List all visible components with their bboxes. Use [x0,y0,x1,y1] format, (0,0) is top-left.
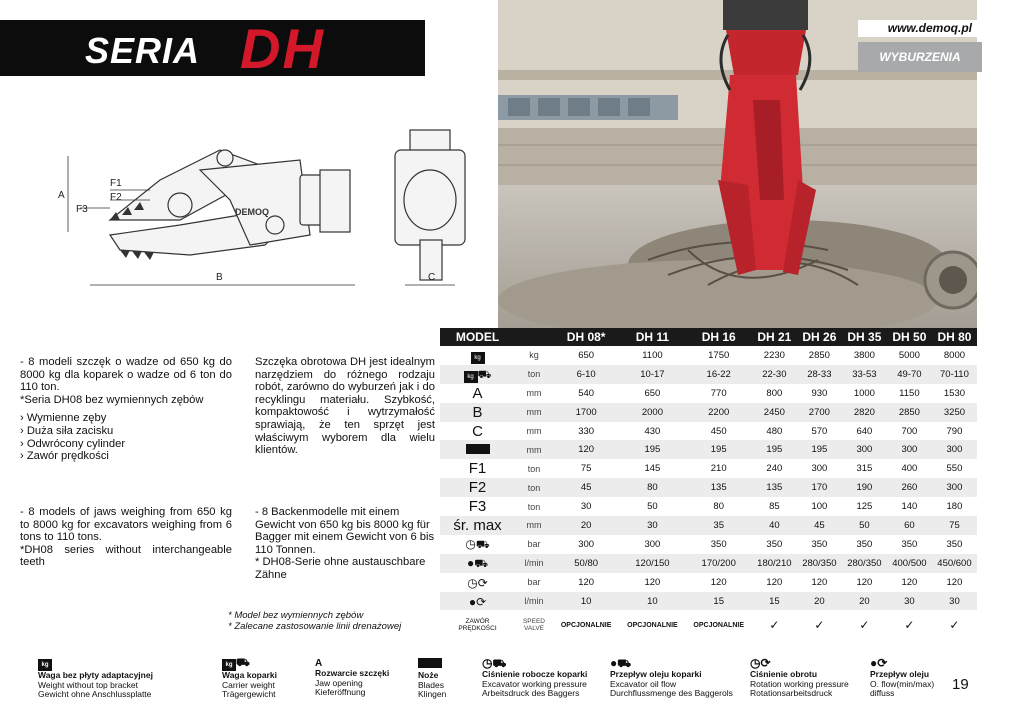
category-label: WYBURZENIA [858,42,982,72]
legend-text: Carrier weight [222,679,275,690]
table-cell: 570 [811,425,828,437]
table-header-row [440,328,977,346]
table-cell: 120 [811,576,828,588]
page-number: 19 [952,676,969,693]
speed-valve-unit-line: VALVE [524,625,544,633]
table-cell: 120 [710,576,727,588]
dim-f3: F3 [76,204,88,215]
legend-text: Ciśnienie obrotu [750,669,818,679]
table-cell: 640 [856,425,873,437]
row-symbol: A [472,384,483,402]
table-cell: 120 [553,440,619,459]
legend-text: Rotation working pressure [750,678,849,689]
table-header: DH 35 [842,328,887,346]
table-cell: OPCJONALNIE [560,621,612,629]
flow-rotation-icon: ●⟳ [440,592,515,611]
note-line: * Zalecane zastosowanie linii drenażowej [228,621,402,632]
table-cell: 1700 [553,403,619,422]
table-cell: 540 [578,387,595,399]
blades-icon [440,440,515,459]
table-cell: 75 [580,463,592,475]
table-cell: 5000 [898,349,920,361]
table-row [440,497,977,516]
table-row-speed-valve [440,610,977,640]
note-de: * DH08-Serie ohne austauschbare Zähne [255,556,426,581]
table-cell: 75 [932,516,977,535]
table-row [440,516,977,535]
speed-valve-unit [515,610,553,640]
table-cell: 2820 [842,403,887,422]
table-cell: 240 [766,463,783,475]
speed-valve-label-line: PRĘDKOŚCI [458,625,497,633]
table-cell: 2850 [887,403,932,422]
table-cell: 120 [766,576,783,588]
table-cell: 400 [901,463,918,475]
table-cell: 1750 [708,349,730,361]
table-cell: 120 [946,576,963,588]
technical-drawing [50,120,470,295]
table-cell: ✓ [859,618,870,633]
legend-item [418,658,446,700]
table-cell: 1530 [943,387,966,399]
row-unit: mm [515,403,553,422]
table-cell: 280/350 [797,554,842,573]
table-cell: 145 [644,463,661,475]
drawing-brand: DEMOQ [235,207,270,217]
kg-box-icon: kg [440,346,515,365]
table-cell: 2000 [619,403,685,422]
legend-text: Rozwarcie szczęki [315,668,390,678]
table-cell: 3250 [932,403,977,422]
flow-excavator-icon: ●⛟ [610,656,632,670]
legend-item [315,658,389,698]
series-word: SERIA [85,30,201,71]
row-symbol: F1 [468,460,487,478]
table-cell: ✓ [904,618,915,633]
table-cell: 180 [946,501,963,513]
table-cell: 1000 [853,387,875,399]
table-cell: 2700 [797,403,842,422]
legend-text: diffuss [870,688,895,698]
legend-text: Jaw opening [315,677,363,688]
legend-text: Waga bez płyty adaptacyjnej [38,670,153,680]
table-cell: 400/500 [887,554,932,573]
table-row [440,365,977,384]
table-cell: 800 [766,387,783,399]
table-cell: 1100 [642,349,663,361]
row-unit: ton [527,501,541,512]
table-body [440,346,977,640]
table-cell: 80 [619,478,685,497]
table-cell: 50 [647,501,658,513]
note-en: *DH08 series without interchangeable teeth [20,543,232,569]
table-cell: 80 [713,501,724,513]
legend-text: Durchflussmenge des Baggerols [610,688,733,698]
spec-table [440,328,977,640]
table-cell: 300 [932,440,977,459]
kg-excavator-icon: kg ⛟ [440,365,515,384]
table-cell: 6-10 [553,365,619,384]
table-cell: 300 [578,538,595,550]
table-header: DH 11 [619,328,685,346]
table-cell: 350 [710,538,727,550]
table-cell: 30 [932,592,977,611]
website-url[interactable]: www.demoq.pl [858,20,978,37]
table-cell: 15 [752,592,797,611]
table-cell: 3800 [853,349,875,361]
table-cell: 300 [887,440,932,459]
table-cell: 40 [752,516,797,535]
table-row [440,554,977,573]
table-cell: 22-30 [752,365,797,384]
table-cell: 30 [887,592,932,611]
table-row [440,459,977,478]
table-cell: 350 [766,538,783,550]
table-cell: 2230 [763,349,785,361]
table-cell: 190 [842,478,887,497]
note-pl: *Seria DH08 bez wymiennych zębów [20,393,204,406]
legend-text: Kieferöffnung [315,687,366,697]
row-unit: bar [527,539,541,550]
pressure-rotation-icon: ◷⟳ [467,575,488,590]
legend-text: Weight without top bracket [38,679,139,690]
row-unit: mm [526,426,542,436]
table-header: DH 50 [887,328,932,346]
table-cell: 350 [811,538,828,550]
table-cell: 2450 [752,403,797,422]
legend-text: Przepływ oleju koparki [610,669,702,679]
dim-c: C [428,272,436,283]
row-unit: ton [515,365,553,384]
table-cell: 85 [769,501,780,513]
text-polish [20,356,232,463]
table-cell: 70-110 [932,365,977,384]
legend-symbol: A [315,658,323,669]
row-unit: l/min [515,592,553,611]
flow-excavator-icon: ●⛟ [440,554,515,573]
row-unit: mm [515,516,553,535]
table-cell: 120 [901,576,918,588]
table-cell: 650 [578,349,595,361]
table-row [440,403,977,422]
table-cell: 195 [752,440,797,459]
feature-list [20,412,232,462]
table-cell: 8000 [943,349,966,361]
table-cell: 20 [842,592,887,611]
text-german [255,506,435,582]
row-unit: ton [527,463,541,474]
table-cell: 330 [578,425,595,437]
row-unit: ton [515,478,553,497]
legend-item [222,658,277,700]
table-row [440,478,977,497]
table-cell: OPCJONALNIE [627,621,678,629]
table-cell: 60 [887,516,932,535]
table-cell: 15 [686,592,752,611]
table-row [440,422,977,441]
table-cell: 100 [811,501,828,513]
table-cell: 28-33 [797,365,842,384]
legend-text: Noże [418,670,439,680]
table-cell: 930 [811,387,828,399]
note-line: * Model bez wymiennych zębów [228,610,364,621]
table-cell: 10 [553,592,619,611]
table-cell: 450/600 [932,554,977,573]
intro-en: - 8 models of jaws weighing from 650 kg to 8000 kg for excavators weighing from 6 tons to 110 tons. [20,506,232,544]
legend-item [610,658,733,699]
table-cell: 550 [946,463,963,475]
legend-text: Waga koparki [222,670,277,680]
table-cell: 770 [710,387,727,399]
legend-text: Ciśnienie robocze koparki [482,669,588,679]
row-symbol: F3 [468,498,487,516]
legend-text: Arbeitsdruck des Baggers [482,688,580,698]
table-cell: 20 [553,516,619,535]
table-cell: 50/80 [553,554,619,573]
table-row [440,384,977,403]
table-cell: 35 [686,516,752,535]
table-cell: 170 [797,478,842,497]
row-symbol: śr. max [440,516,515,535]
table-cell: 195 [619,440,685,459]
text-polish-description: Szczęka obrotowa DH jest idealnym narzędziem do różnego rodzaju robót, zarówno do wyburzeń jak i do recyklingu materiału. Szybkość, kompaktowość i wytrzymałość sprawiają, że ten sprzęt jest właściwym wyborem dla wielu klientów. [255,356,435,457]
table-cell: OPCJONALNIE [693,621,744,629]
table-cell: 1150 [899,387,920,399]
table-row [440,592,977,611]
legend-text: Klingen [418,689,447,699]
table-cell: 260 [887,478,932,497]
pressure-excavator-icon: ◷⛟ [465,537,490,552]
table-cell: 180/210 [752,554,797,573]
pressure-rotation-icon: ◷⟳ [750,656,771,670]
table-cell: 125 [856,501,873,513]
row-unit: bar [527,577,541,588]
table-cell: 10-17 [619,365,685,384]
table-cell: 10 [619,592,685,611]
legend-text: Excavator working pressure [482,678,587,689]
table-cell: 2200 [686,403,752,422]
table-cell: 45 [553,478,619,497]
kg-box-icon: kg [38,658,153,671]
table-cell: ✓ [814,618,825,633]
table-row [440,440,977,459]
table-cell: 195 [797,440,842,459]
table-cell: 2850 [808,349,830,361]
table-cell: 430 [644,425,661,437]
legend-item [750,658,849,699]
table-header: MODEL [440,328,515,346]
row-symbol: C [472,422,483,440]
legend-text: Rotationsarbeitsdruck [750,688,833,698]
table-cell: 350 [856,538,873,550]
intro-de: - 8 Backenmodelle mit einem Gewicht von 650 kg bis 8000 kg für Bagger mit einem Gewicht von 6 bis 110 Tonnen. [255,506,435,556]
table-header: DH 80 [932,328,977,346]
row-unit: mm [515,440,553,459]
table-cell: 135 [752,478,797,497]
table-cell: 315 [856,463,873,475]
table-cell: 20 [797,592,842,611]
table-cell: 280/350 [842,554,887,573]
series-name: DH [240,17,325,80]
table-cell: 300 [842,440,887,459]
table-cell: 16-22 [686,365,752,384]
dim-f2: F2 [110,192,122,203]
table-cell: 50 [842,516,887,535]
legend-text: Gewicht ohne Anschlussplatte [38,689,152,699]
table-cell: 170/200 [686,554,752,573]
table-cell: 350 [901,538,918,550]
table-cell: 120 [856,576,873,588]
feature-item: › Odwrócony cylinder [20,437,126,450]
legend-item [482,658,587,699]
table-cell: 480 [766,425,783,437]
table-cell: 300 [644,538,661,550]
table-cell: 120/150 [619,554,685,573]
legend-item [38,658,153,700]
speed-valve-label-line: ZAWÓR [465,617,490,625]
table-header: DH 26 [797,328,842,346]
row-symbol: F2 [440,478,515,497]
legend-text: Blades [418,679,444,690]
row-symbol: B [440,403,515,422]
pressure-excavator-icon: ◷⛟ [482,656,507,670]
table-cell: 300 [932,478,977,497]
table-cell: 120 [644,576,661,588]
dim-b: B [216,272,223,283]
table-row [440,535,977,554]
table-cell: ✓ [769,618,780,633]
table-cell: 49-70 [887,365,932,384]
kg-excavator-icon: kg ⛟ [222,658,277,671]
table-row [440,346,977,365]
table-cell: 210 [710,463,727,475]
table-cell: 33-53 [842,365,887,384]
feature-item: › Duża siła zacisku [20,424,114,437]
table-cell: 30 [619,516,685,535]
table-header: DH 08* [553,328,619,346]
speed-valve-label [440,610,515,640]
legend-text: O. flow(min/max) [870,678,935,689]
dim-f1: F1 [110,178,122,189]
legend-text: Excavator oil flow [610,678,677,689]
table-cell: 140 [901,501,918,513]
table-cell: 45 [797,516,842,535]
table-cell: ✓ [949,618,960,633]
table-header [515,328,553,346]
table-cell: 350 [946,538,963,550]
dim-a: A [58,190,65,201]
feature-item: › Wymienne zęby [20,412,107,425]
legend-item [870,658,934,699]
table-cell: 700 [901,425,918,437]
text-english [20,506,232,569]
table-header: DH 16 [686,328,752,346]
table-cell: 30 [580,501,592,513]
table-cell: 450 [710,425,727,437]
header-banner [0,17,425,80]
table-cell: 650 [644,387,661,399]
legend-text: Trägergewicht [222,689,276,699]
table-cell: 120 [578,576,595,588]
row-unit: kg [529,350,539,361]
row-unit: l/min [515,554,553,573]
legend-text: Przepływ oleju [870,669,930,679]
speed-valve-unit-line: SPEED [522,617,546,625]
row-unit: mm [526,388,542,399]
table-cell: 195 [686,440,752,459]
table-cell: 135 [686,478,752,497]
feature-item: › Zawór prędkości [20,450,109,463]
flow-rotation-icon: ●⟳ [870,656,888,670]
table-header: DH 21 [752,328,797,346]
table-cell: 300 [811,463,828,475]
intro-pl: - 8 modeli szczęk o wadze od 650 kg do 8000 kg dla koparek o wadze od 6 ton do 110 ton. [20,356,232,394]
table-cell: 790 [946,425,963,437]
table-row [440,573,977,592]
table-notes [228,610,401,632]
